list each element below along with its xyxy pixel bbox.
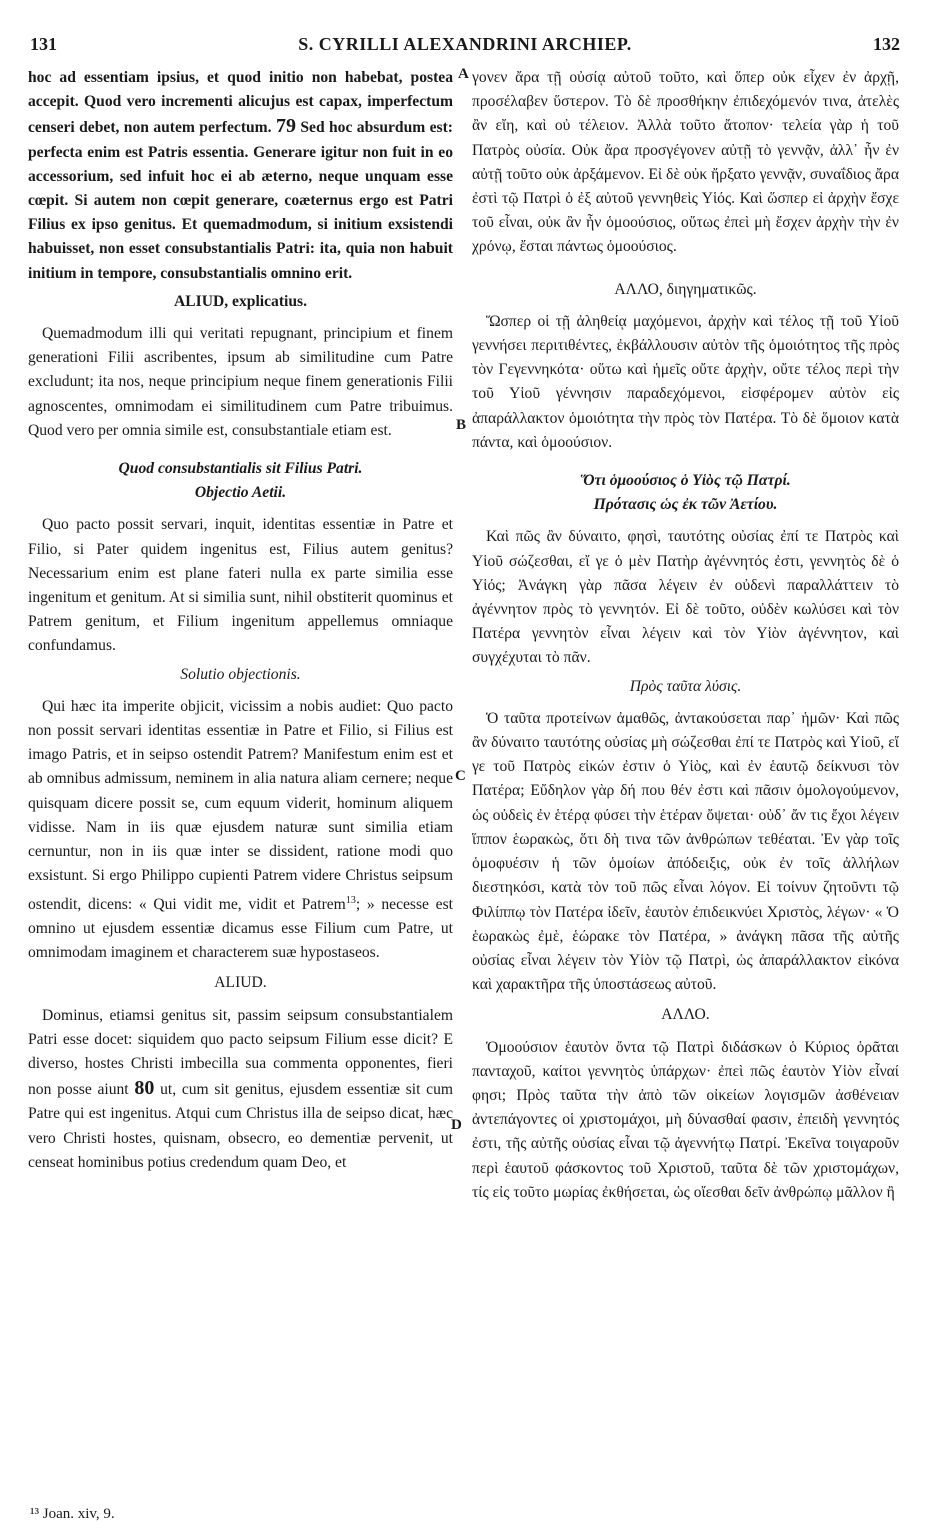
latin-text: Sed hoc absurdum est: perfecta enim est Patris essentia. Generare igitur non fuit in eo accessorium, sed infuit hoc ei ab æterno, neque unquam esse cœpit. Si autem non cœpit generare, coæternus ergo est Patri Filius ex ipso genitus. Et quemadmodum, si initium exsistendi habuisset, non esset consubstantialis Patri: ita, quia non habuit initium in tempore, consubstantialis omnino erit. <box>28 119 453 282</box>
running-title: S. CYRILLI ALEXANDRINI ARCHIEP. <box>298 34 632 54</box>
greek-paragraph-4: Ὁ ταῦτα προτείνων ἀμαθῶς, ἀντακούσεται παρ᾽ ἡμῶν· Καὶ πῶς ἂν δύναιτο ταυτότης οὐσίας μὴ σώζεσθαι ἐπί τε Πατρὸς καὶ Υἱοῦ, εἴ γε τοῦ Πατρὸς εἰκών ἐστιν ὁ Υἱὸς, καὶ ἐν ἑαυτῷ δείκνυσι τὸν Πατέρα; Εὔδηλον γὰρ δή που θέν ἐστι καὶ πᾶσιν ὁμολογούμενον, ὡς οὐδεὶς ἐν ἑτέρᾳ φύσει τὴν ἑτέραν ὄψεται· οὐδ᾽ ἄν τις ἔχοι λέγειν ἵππον ἑωρακὼς, ὅτι δὴ τινα τῶν ἀνθρώπων τεθέαται. Ἐν γὰρ τοῖς ὁμοφυέσιν ἡ τῶν ὁμοίων ἀπόδειξις, οὐκ ἐν τοῖς ἀλλήλων διεστηκόσι, κατὰ τὸν τοῦ πῶς εἶναι λόγον. Εἰ τοίνυν ζητοῦντι τῷ Φιλίππῳ τὸν Πατέρα ἰδεῖν, ἑαυτὸν ἐπιδεικνύει Χριστὸς, λέγων· « Ὁ ἑωρακὼς ἐμὲ, ἑώρακε τὸν Πατέρα, » ἀνάγκη πᾶσα τῆς αὐτῆς οὐσίας εἶναι λέγειν τὸν Υἱὸν τῷ Πατρὶ, ὡς ἀπαράλλακτον εἰκόνα καὶ χαρακτῆρα τῆς ὑποστάσεως αὐτοῦ. <box>472 709 899 994</box>
latin-text: ut, cum sit genitus, ejusdem essentiæ sit cum Patre qui est ingenitus. Atqui cum Christus illa de seipso dicat, hæc vero Christi hostes, quisnam, obsecro, eo dementiæ pervenit, ut censeat hominibus potius credendum quam Deo, et <box>28 1081 454 1171</box>
section-heading: ΑΛΛΟ. <box>661 1006 710 1024</box>
section-heading: Ὅτι ὁμοούσιος ὁ Υἱὸς τῷ Πατρί. <box>580 472 791 490</box>
greek-paragraph-5: Ὁμοούσιον ἑαυτὸν ὄντα τῷ Πατρὶ διδάσκων ὁ Κύριος ὁρᾶται πανταχοῦ, καίτοι γεννητὸς ὑπάρχων· ἐπεὶ πῶς ἑαυτὸν Υἱὸν εἶναί φησι; Πρὸς ταῦτα τὴν ἀπὸ τῶν οἰκείων λογισμῶν ἀσθένειαν ἀντεπάγοντες οἱ χριστομάχοι, μὴ δύνασθαί φασιν, ἐπειδὴ γεννητός ἐστι, τῆς αὐτῆς οὐσίας εἶναι τῷ ἀγεννήτῳ Πατρί. Ἐκεῖνα τοιγαροῦν περὶ ἑαυτοῦ φάσκοντος τοῦ Χριστοῦ, ταῦτα δὲ τῶν χριστομάχων, τίς εἰς τοῦτο μωρίας ἐκθήσεται, ὡς οἴεσθαι δεῖν ἀνθρώπῳ μᾶλλον ἢ <box>472 1038 899 1201</box>
margin-letter-d: D <box>451 1117 462 1133</box>
heading-text: ALIUD, explicatius. <box>174 292 307 310</box>
latin-paragraph-4 <box>28 695 453 965</box>
greek-paragraph-3: Καὶ πῶς ἂν δύναιτο, φησὶ, ταυτότης οὐσίας ἐπί τε Πατρὸς καὶ Υἱοῦ σώζεσθαι, εἴ γε ὁ μὲν Πατὴρ ἀγέννητός ἐστι, γεννητὸς δὲ ὁ Υἱός; Ἀνάγκη γὰρ πᾶσα λέγειν ἐν οὐδενὶ παραλλάττειν τὸ ἀγέννητον πρὸς τὸ γεννητόν. Εἰ δὲ τοῦτο, οὐδὲν κωλύσει καὶ τὸν Πατέρα γεννητὸν εἶναι λέγειν καὶ τὸν Υἱὸν ἀγέννητον, καὶ συγχέχυται τὸ πᾶν. <box>472 528 899 667</box>
greek-column <box>472 66 899 1205</box>
section-subheading: Objectio Aetii. <box>194 484 287 502</box>
latin-text: Dominus, etiamsi genitus sit, passim seipsum consubstantialem Patri esse docet: siquidem quo pacto seipsum Filium esse dicit? E diverso, hostes Christi imbecilla sua commenta opponentes, fieri non posse aiunt <box>28 1006 453 1099</box>
margin-letter-a: A <box>458 66 469 82</box>
footnote-marker: 13 <box>345 894 356 906</box>
page-number-left: 131 <box>30 34 57 54</box>
page-number-right: 132 <box>873 34 900 54</box>
section-heading: Solutio objectionis. <box>180 665 301 683</box>
latin-paragraph-3: Quo pacto possit servari, inquit, identitas essentiæ in Patre et Filio, si Pater quidem ingenitus est, Filius autem genitus? Necessarium enim est plane fateri nulla ex parte similia esse ingenitum et genitum. At si similia sunt, nihil obstiterit quominus et Patrem genitum, et Filium ingenitum appellemus omniaque confundamus. <box>28 516 453 655</box>
latin-text: ; » necesse est omnino ut ejusdem essentiæ dicamus esse Filium cum Patre, ut omnimodam imaginem et characterem suæ hypostaseos. <box>28 895 453 962</box>
latin-paragraph-5 <box>28 1004 453 1175</box>
latin-column <box>28 66 453 1175</box>
section-heading: ΑΛΛΟ, διηγηματικῶς. <box>614 280 757 298</box>
latin-paragraph-1 <box>28 66 453 286</box>
section-heading: Πρὸς ταῦτα λύσις. <box>629 677 742 695</box>
column-number: 80 <box>134 1077 155 1100</box>
footnote: ¹³ Joan. xiv, 9. <box>30 1506 115 1522</box>
latin-text: Qui hæc ita imperite objicit, vicissim a nobis audiet: Quo pacto non possit servari identitas essentiæ in Patre et Filio, si Filius est imago Patris, et in seipso ostendit Patrem? Manifestum enim est et ab omnibus admissum, neminem in alia natura aliam cernere; neque quisquam dicere possit se, cum equum viderit, hominum aliquem vidisse. Nam in iis quæ ejusdem naturæ sunt similia etiam cernuntur, non in iis quæ inter se dissident, ratione modi quo exsistunt. Si ergo Philippo cupienti Patrem videre Christus seipsum ostendit, dicens: « Qui vidit me, vidit et Patrem <box>28 697 453 913</box>
greek-paragraph-2: Ὥσπερ οἱ τῇ ἀληθείᾳ μαχόμενοι, ἀρχὴν καὶ τέλος τῇ τοῦ Υἱοῦ γεννήσει περιτιθέντες, ἐκβάλλουσιν αὐτὸν τῆς ὁμοιότητος τῆς πρὸς τὸν Γεγεννηκότα· οὕτω καὶ ἡμεῖς οὔτε ἀρχὴν, οὔτε τέλος περὶ τὴν τοῦ Υἱοῦ γέννησιν παραδεχόμενοι, εἰσφέρομεν αὐτὸν εἰς ἀπαράλλακτον ὁμοιότητα τὴν πρὸς τὸν Πατέρα. Τὸ δὲ ὅμοιον κατὰ πάντα, καὶ ὁμοούσιον. <box>472 312 899 451</box>
margin-letter-b: B <box>456 417 467 433</box>
latin-text: hoc ad essentiam ipsius, et quod initio non habebat, postea accepit. Quod vero incrementi alicujus est capax, imperfectum censeri debet, non autem perfectum. <box>28 69 453 137</box>
section-heading <box>28 290 453 314</box>
section-subheading: Πρότασις ὡς ἐκ τῶν Ἀετίου. <box>593 496 778 514</box>
column-number: 79 <box>275 115 296 138</box>
running-header <box>30 34 900 58</box>
latin-paragraph-2: Quemadmodum illi qui veritati repugnant, principium et finem generationi Filii ascribentes, ipsum ab similitudine cum Patre excludunt; ita nos, neque principium neque finem generationis Filii agnoscentes, omnimodam ei similitudinem cum Patre tribuimus. Quod vero per omnia simile est, consubstantiale etiam est. <box>28 325 453 439</box>
section-heading: ALIUD. <box>214 974 267 992</box>
margin-letter-c: C <box>455 768 466 784</box>
greek-paragraph-1: γονεν ἄρα τῇ οὐσίᾳ αὐτοῦ τοῦτο, καὶ ὅπερ οὐκ εἶχεν ἐν ἀρχῇ, προσέλαβεν ὕστερον. Τὸ δὲ προσθήκην ἐπιδεχόμενόν τινα, ἀτελὲς ἂν εἴη, καὶ οὐ τέλειον. Ἀλλὰ τοῦτο ἄτοπον· τελεία γὰρ ἡ τοῦ Πατρὸς οὐσία. Οὐκ ἄρα προσγέγονεν αὐτῇ τὸ γεννᾷν, ἀλλ᾽ ἦν ἐν αὐτῇ τοῦτο οὐκ ἀρξάμενον. Εἰ δὲ οὐκ ἤρξατο γεννᾷν, συναΐδιος ἄρα ἐστὶ τῷ Πατρὶ ὁ ἐξ αὐτοῦ γεννηθεὶς Υἱός. Καὶ ὥσπερ εἰ ἀρχὴν ἔσχε τοῦ εἶναι, οὐκ ἂν ἦν ὁμοούσιος, οὕτως ἐπεὶ μὴ ἔσχεν ἀρχὴν τὴν ἐν χρόνῳ, ἔσται πάντως ὁμοούσιος. <box>472 69 899 256</box>
section-heading: Quod consubstantialis sit Filius Patri. <box>118 460 363 478</box>
